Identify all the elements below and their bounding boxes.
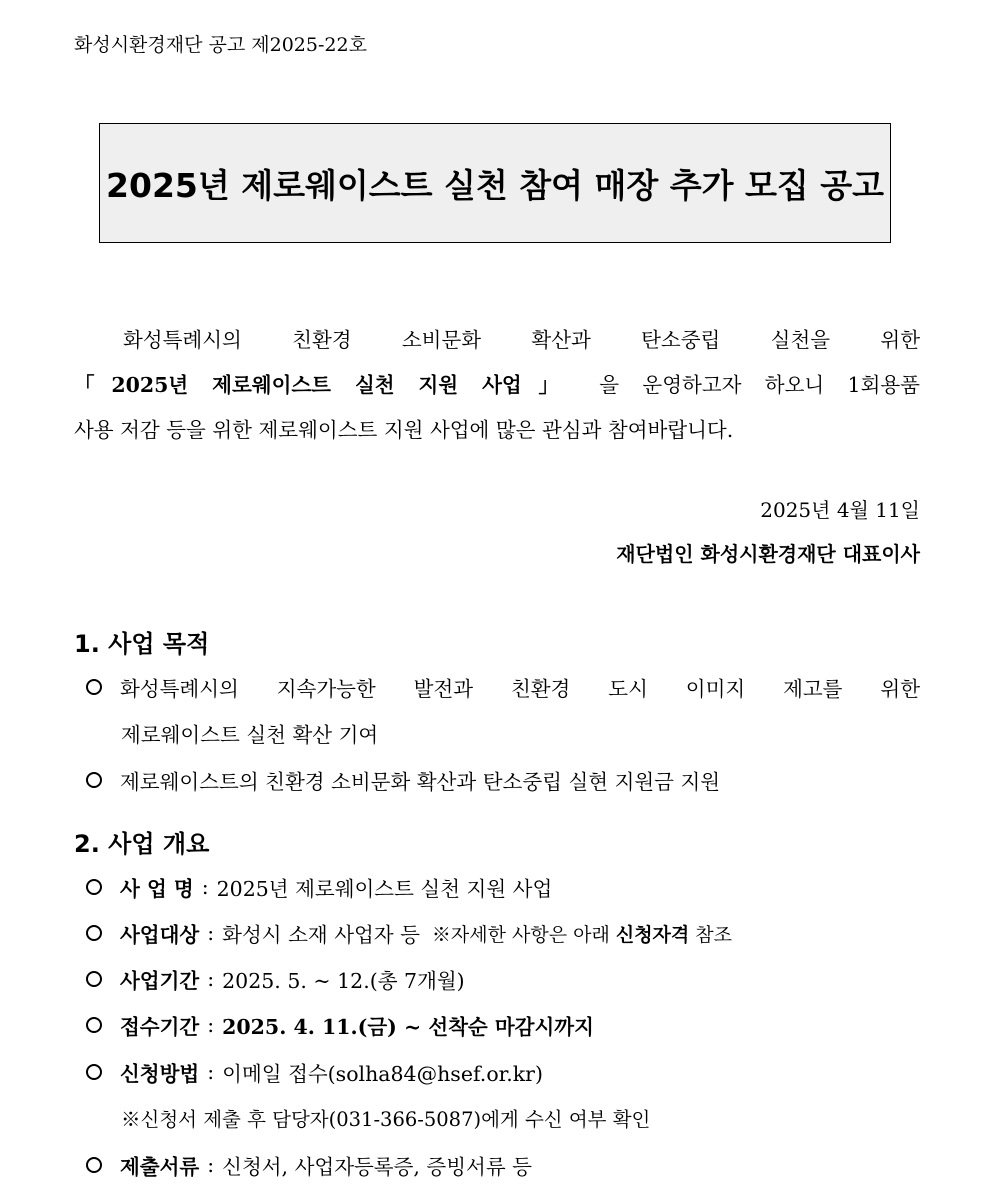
colon: :	[207, 921, 215, 945]
overview-target-note-bold: 신청자격	[615, 923, 690, 946]
circle-bullet-icon	[86, 1017, 102, 1033]
circle-bullet-icon	[86, 679, 102, 695]
purpose-item-1-text: 화성특례시의 지속가능한 발전과 친환경 도시 이미지 제고를 위한	[120, 677, 920, 701]
colon: :	[207, 967, 215, 991]
overview-documents-value: 신청서, 사업자등록증, 증빙서류 등	[222, 1155, 532, 1179]
intro-line-2-rest: 을 운영하고자 하오니 1회용품	[599, 373, 920, 397]
overview-target-note: ※자세한 사항은 아래	[431, 923, 610, 946]
overview-target	[86, 918, 732, 948]
intro-line-2	[74, 363, 920, 408]
colon: :	[207, 1153, 215, 1177]
overview-documents-label: 제출서류	[120, 1155, 200, 1179]
title-box	[99, 123, 891, 243]
overview-target-label: 사업대상	[120, 923, 200, 947]
overview-reception-label: 접수기간	[120, 1015, 200, 1039]
overview-name-value: 2025년 제로웨이스트 실천 지원 사업	[216, 877, 553, 901]
circle-bullet-icon	[86, 772, 102, 788]
overview-method-note: ※신청서 제출 후 담당자(031-366-5087)에게 수신 여부 확인	[121, 1108, 651, 1131]
circle-bullet-icon	[86, 925, 102, 941]
colon: :	[201, 875, 209, 899]
overview-method-label: 신청방법	[120, 1062, 200, 1086]
colon: :	[207, 1060, 215, 1084]
overview-name-label: 사 업 명	[120, 877, 194, 901]
intro-line-1: 화성특례시의 친환경 소비문화 확산과 탄소중립 실천을 위한	[123, 328, 920, 352]
circle-bullet-icon	[86, 879, 102, 895]
circle-bullet-icon	[86, 1064, 102, 1080]
section-2-title: 2. 사업 개요	[74, 830, 210, 858]
overview-reception-value: 2025. 4. 11.(금) ~ 선착순 마감시까지	[222, 1015, 594, 1039]
circle-bullet-icon	[86, 971, 102, 987]
page-title: 2025년 제로웨이스트 실천 참여 매장 추가 모집 공고	[106, 165, 884, 205]
overview-target-value: 화성시 소재 사업자 등	[222, 923, 420, 947]
overview-period-label: 사업기간	[120, 969, 200, 993]
signer: 재단법인 화성시환경재단 대표이사	[616, 542, 920, 566]
overview-documents	[86, 1150, 532, 1180]
purpose-item-2-text: 제로웨이스트의 친환경 소비문화 확산과 탄소중립 실현 지원금 지원	[120, 770, 721, 794]
overview-target-note-suffix: 참조	[695, 923, 732, 946]
intro-line-3: 사용 저감 등을 위한 제로웨이스트 지원 사업에 많은 관심과 참여바랍니다.	[74, 418, 734, 442]
project-name-bold: 「2025년 제로웨이스트 실천 지원 사업」	[74, 373, 576, 397]
colon: :	[207, 1013, 215, 1037]
notice-date: 2025년 4월 11일	[760, 498, 920, 522]
overview-period	[86, 964, 465, 994]
intro-paragraph	[74, 318, 920, 453]
purpose-item-1	[86, 672, 920, 702]
overview-name	[86, 872, 552, 902]
notice-number: 화성시환경재단 공고 제2025-22호	[74, 34, 367, 56]
overview-reception	[86, 1010, 594, 1040]
overview-period-value: 2025. 5. ~ 12.(총 7개월)	[222, 969, 465, 993]
overview-method-value: 이메일 접수(solha84@hsef.or.kr)	[222, 1062, 543, 1086]
purpose-item-2	[86, 765, 720, 795]
circle-bullet-icon	[86, 1157, 102, 1173]
section-1-title: 1. 사업 목적	[74, 630, 210, 658]
overview-method	[86, 1057, 543, 1087]
purpose-item-1-continued: 제로웨이스트 실천 확산 기여	[121, 723, 379, 747]
